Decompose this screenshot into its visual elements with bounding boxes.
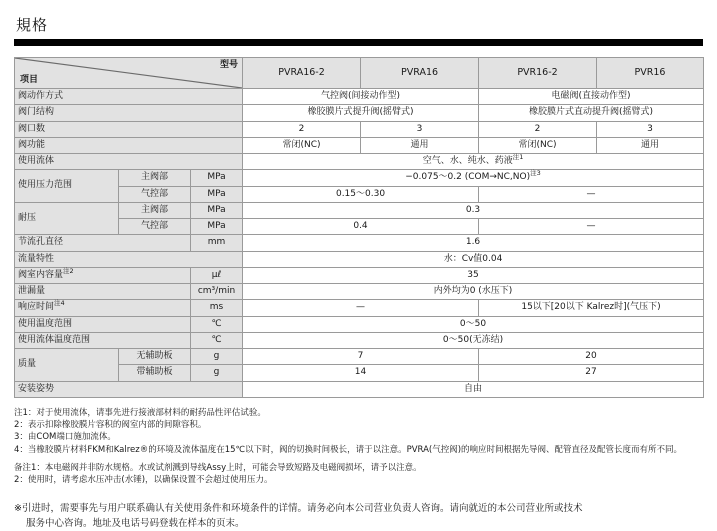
row-label: 阀门结构 xyxy=(15,105,243,121)
note-item-label: 注1： xyxy=(14,407,37,418)
table-row xyxy=(15,349,704,365)
row-label: 阀功能 xyxy=(15,137,243,153)
row-label: 使用温度范围 xyxy=(15,316,191,332)
row-value: 14 xyxy=(243,365,479,381)
row-value: 1.6 xyxy=(243,235,704,251)
remark-item xyxy=(14,474,703,486)
row-value: 0.15〜0.30 xyxy=(243,186,479,202)
title-rule xyxy=(14,39,703,46)
row-sublabel: 主阀部 xyxy=(119,202,191,218)
row-unit: g xyxy=(191,365,243,381)
column-header-pvr16-2: PVR16-2 xyxy=(479,58,597,89)
note-item-label: 3： xyxy=(14,432,28,443)
row-value: 0.4 xyxy=(243,219,479,235)
notes-list xyxy=(14,407,703,456)
row-value: 气控阀(间接动作型) xyxy=(243,89,479,105)
note-item-text: 表示扣除橡胶膜片容积的阀室内部的间隙容积。 xyxy=(27,420,207,431)
row-value: — xyxy=(479,219,704,235)
row-sublabel: 气控部 xyxy=(119,186,191,202)
row-unit: µℓ xyxy=(191,267,243,283)
note-item-text: 当橡胶膜片材料FKM和Kalrez®的环境及流体温度在15℃以下时，阀的切换时间极长，请于以注意。PVRA(气控阀)的响应时间根据先导阀、配管直径及配管长度而有所不同。 xyxy=(27,444,683,455)
row-value: 20 xyxy=(479,349,704,365)
row-value: 水：Cv值0.04 xyxy=(243,251,704,267)
note-item xyxy=(14,444,703,456)
table-row xyxy=(15,267,704,283)
row-label: 使用流体 xyxy=(15,154,243,170)
row-value: 35 xyxy=(243,267,704,283)
row-value: 3 xyxy=(597,121,704,137)
row-value: 通用 xyxy=(361,137,479,153)
row-unit: g xyxy=(191,349,243,365)
row-label: 质量 xyxy=(15,349,119,382)
table-row xyxy=(15,137,704,153)
table-header-row xyxy=(15,58,704,89)
row-value: −0.075〜0.2 $(COM\to NC,NO)^{注3}$ xyxy=(243,170,704,186)
remark-item-label: 2： xyxy=(14,475,28,486)
row-sublabel: 带辅助板 xyxy=(119,365,191,381)
table-row xyxy=(15,186,704,202)
table-row xyxy=(15,381,704,397)
row-label: 响应时间$^{注4}$ xyxy=(15,300,191,316)
table-body xyxy=(15,89,704,398)
table-row xyxy=(15,105,704,121)
notes-section xyxy=(14,407,703,487)
row-value: 常闭(NC) xyxy=(243,137,361,153)
diagonal-line-icon xyxy=(15,58,242,88)
column-header-pvra16-2: PVRA16-2 xyxy=(243,58,361,89)
remark-item xyxy=(14,462,703,474)
column-header-pvra16: PVRA16 xyxy=(361,58,479,89)
table-row xyxy=(15,284,704,300)
row-label: 使用流体温度范围 xyxy=(15,332,191,348)
row-label: 阀动作方式 xyxy=(15,89,243,105)
page-title: 規格 xyxy=(16,16,49,34)
table-row xyxy=(15,251,704,267)
footer-line-1: ※引进时，需要事先与用户联系确认有关使用条件和环境条件的详情。请务必向本公司营业负责人咨询。请向就近的本公司营业所或技术 xyxy=(14,502,583,514)
header-corner-cell xyxy=(15,58,243,89)
table-row xyxy=(15,202,704,218)
row-label: 安装姿势 xyxy=(15,381,243,397)
row-value: 0〜50 xyxy=(243,316,704,332)
row-unit: MPa xyxy=(191,170,243,186)
row-value: 通用 xyxy=(597,137,704,153)
row-sublabel: 主阀部 xyxy=(119,170,191,186)
row-value: 0〜50(无冻结) xyxy=(243,332,704,348)
table-row xyxy=(15,300,704,316)
table-row xyxy=(15,365,704,381)
row-value: 电磁阀(直接动作型) xyxy=(479,89,704,105)
table-row xyxy=(15,332,704,348)
item-label: 项目 xyxy=(20,74,39,85)
row-value: 2 xyxy=(243,121,361,137)
row-label: 使用压力范围 xyxy=(15,170,119,203)
footer-note xyxy=(14,501,703,531)
note-item-text: 对于使用流体，请事先进行接液部材料的耐药品性评估试验。 xyxy=(36,407,266,418)
table-row xyxy=(15,219,704,235)
note-item xyxy=(14,407,703,419)
row-sublabel: 无辅助板 xyxy=(119,349,191,365)
row-value: 2 xyxy=(479,121,597,137)
table-row xyxy=(15,235,704,251)
note-item-label: 4： xyxy=(14,444,28,455)
row-value: 橡胶膜片式提升阀(摇臂式) xyxy=(243,105,479,121)
row-value: 0.3 xyxy=(243,202,704,218)
row-label: 泄漏量 xyxy=(15,284,191,300)
row-unit: MPa xyxy=(191,186,243,202)
note-item-text: 由COM端口施加流体。 xyxy=(27,432,116,443)
row-unit: MPa xyxy=(191,219,243,235)
row-unit: ℃ xyxy=(191,316,243,332)
row-value: 内外均为0 (水压下) xyxy=(243,284,704,300)
footer-line-2: 服务中心咨询。地址及电话号码登载在样本的页末。 xyxy=(26,517,245,529)
remark-item-text: 本电磁阀并非防水规格。水或试剂溅到导线Assy上时，可能会导致短路及电磁阀损坏，请予以注意。 xyxy=(44,463,422,473)
row-value: 自由 xyxy=(243,381,704,397)
row-value: 3 xyxy=(361,121,479,137)
table-row xyxy=(15,170,704,186)
row-label: 阀口数 xyxy=(15,121,243,137)
row-value: 空气、水、纯水、药液$^{注1}$ xyxy=(243,154,704,170)
row-value: 橡胶膜片式直动提升阀(摇臂式) xyxy=(479,105,704,121)
row-value: — xyxy=(479,186,704,202)
row-unit: MPa xyxy=(191,202,243,218)
note-item xyxy=(14,419,703,431)
note-item xyxy=(14,431,703,443)
row-unit: ℃ xyxy=(191,332,243,348)
row-unit: cm³/min xyxy=(191,284,243,300)
column-header-pvr16: PVR16 xyxy=(597,58,704,89)
row-unit: ms xyxy=(191,300,243,316)
remark-item-text: 使用时，请考虑水压冲击(水锤)，以确保设置不会超过使用压力。 xyxy=(27,475,273,486)
table-row xyxy=(15,121,704,137)
row-sublabel: 气控部 xyxy=(119,219,191,235)
table-row xyxy=(15,154,704,170)
remarks-list xyxy=(14,462,703,487)
row-label: 阀室内容量$^{注2}$ xyxy=(15,267,191,283)
table-row xyxy=(15,316,704,332)
row-value: 27 xyxy=(479,365,704,381)
row-label: 耐压 xyxy=(15,202,119,235)
row-value: 15以下[20以下 Kalrez时](气压下) xyxy=(479,300,704,316)
table-row xyxy=(15,89,704,105)
specifications-table xyxy=(14,57,704,398)
note-item-label: 2： xyxy=(14,420,28,431)
model-label: 型号 xyxy=(220,60,239,70)
row-label: 节流孔直径 xyxy=(15,235,191,251)
remark-item-label: 备注1： xyxy=(14,463,45,473)
row-value: — xyxy=(243,300,479,316)
row-value: 常闭(NC) xyxy=(479,137,597,153)
row-label: 流量特性 xyxy=(15,251,243,267)
row-value: 7 xyxy=(243,349,479,365)
row-unit: mm xyxy=(191,235,243,251)
